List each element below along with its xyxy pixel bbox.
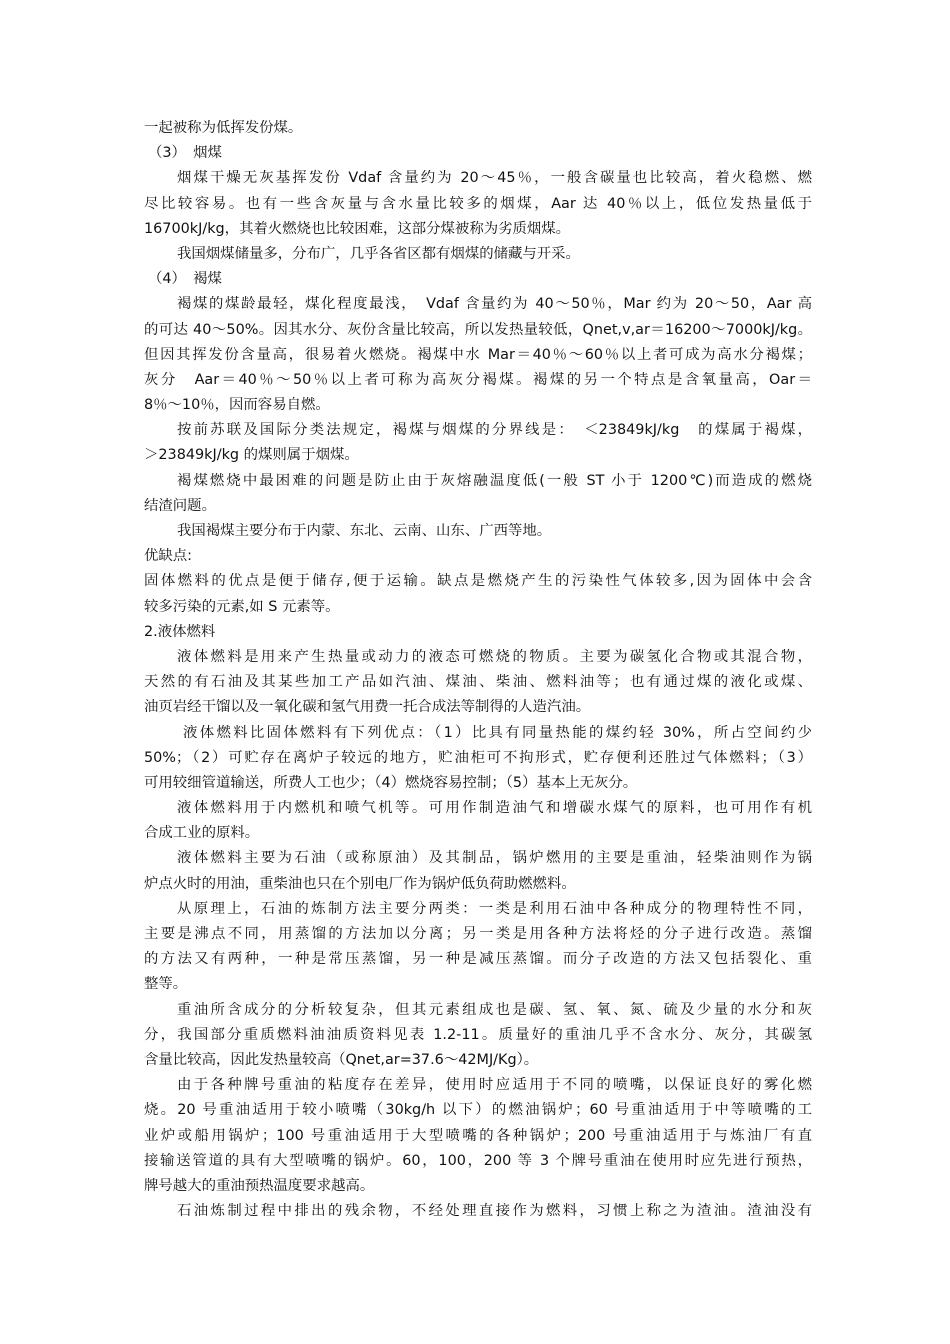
text-line: 较多污染的元素,如 S 元素等。 [144,598,340,615]
subheading-pros-cons: 优缺点: [144,548,193,565]
section-heading-bituminous: （3） 烟煤 [148,145,222,162]
section-heading-liquid-fuel: 2.液体燃料 [144,623,216,640]
text-line: 50%；（2）可贮存在离炉子较远的地方，贮油柜可不拘形式，贮存便利还胜过气体燃料；（3） [144,749,812,766]
text-line: 但因其挥发份含量高，很易着火燃烧。褐煤中水 Mar＝40％～60％以上者可成为高水分褐煤； [144,346,812,363]
text-line: ＞23849kJ/kg 的煤则属于烟煤。 [144,447,359,464]
text-line: 整等。 [144,976,188,993]
text-line: 油页岩经干馏以及一氧化碳和氢气用费一托合成法等制得的人造汽油。 [144,699,591,716]
text-line: 主要是沸点不同，用蒸馏的方法加以分离；另一类是用各种方法将烃的分子进行改造。蒸馏 [144,926,812,942]
text-line: 按前苏联及国际分类法规定，褐煤与烟煤的分界线是： ＜23849kJ/kg 的煤属于褐煤， [177,422,812,439]
text-line: 接输送管道的具有大型喷嘴的锅炉。60，100，200 等 3 个牌号重油在使用时应先进行预热， [144,1152,812,1169]
section-heading-lignite: （4） 褐煤 [148,271,222,288]
text-line: 天然的有石油及其某些加工产品如汽油、煤油、柴油、燃料油等；也有通过煤的液化或煤、 [144,674,812,691]
text-line: 液体燃料是用来产生热量或动力的液态可燃烧的物质。主要为碳氢化合物或其混合物， [177,648,812,665]
text-line: 炉点火时的用油，重柴油也只在个别电厂作为锅炉低负荷助燃燃料。 [144,875,576,892]
text-line: 的可达 40～50%。因其水分、灰份含量比较高，所以发热量较低，Qnet,v,ar＝16200～7000kJ/kg。 [144,321,812,338]
text-line: 业炉或船用锅炉；100 号重油适用于大型喷嘴的各种锅炉；200 号重油适用于与炼油厂有直 [144,1127,812,1144]
text-line: 我国烟煤储量多，分布广，几乎各省区都有烟煤的储藏与开采。 [177,245,580,262]
text-line: 我国褐煤主要分布于内蒙、东北、云南、山东、广西等地。 [177,523,552,539]
text-line: 由于各种牌号重油的粘度存在差异，使用时应适用于不同的喷嘴，以保证良好的雾化燃 [177,1077,812,1094]
text-line: 的方法又有两种，一种是常压蒸馏，另一种是减压蒸馏。而分子改造的方法又包括裂化、重 [144,951,812,968]
text-line: 分，我国部分重质燃料油油质资料见表 1.2-11。质量好的重油几乎不含水分、灰分，其碳氢 [144,1026,812,1043]
text-line: 烟煤干燥无灰基挥发份 Vdaf 含量约为 20～45％，一般含碳量也比较高，着火稳燃、燃 [177,170,812,187]
text-line: 16700kJ/kg，其着火燃烧也比较困难，这部分煤被称为劣质烟煤。 [144,220,571,237]
text-line: 褐煤燃烧中最困难的问题是防止由于灰熔融温度低(一般 ST 小于 1200℃)而造成的燃烧 [177,472,812,489]
text-line: 固体燃料的优点是便于储存,便于运输。缺点是燃烧产生的污染性气体较多,因为固体中会含 [144,573,812,590]
text-line: 含量比较高，因此发热量较高（Qnet,ar=37.6～42MJ/Kg）。 [144,1051,539,1068]
text-line: 合成工业的原料。 [144,825,260,842]
text-line: 石油炼制过程中排出的残余物，不经处理直接作为燃料，习惯上称之为渣油。渣油没有 [177,1203,812,1220]
text-line: 结渣问题。 [144,497,216,514]
text-line: 重油所含成分的分析较复杂，但其元素组成也是碳、氢、氧、氮、硫及少量的水分和灰 [177,1001,812,1018]
text-line: 一起被称为低挥发份煤。 [144,120,303,136]
text-line: 液体燃料比固体燃料有下列优点：（1）比具有同量热能的煤约轻 30%，所占空间约少 [183,724,812,741]
text-line: 液体燃料主要为石油（或称原油）及其制品，锅炉燃用的主要是重油，轻柴油则作为锅 [177,850,812,867]
text-line: 可用较细管道输送，所费人工也少；（4）燃烧容易控制；（5）基本上无灰分。 [144,774,638,791]
text-line: 液体燃料用于内燃机和喷气机等。可用作制造油气和增碳水煤气的原料，也可用作有机 [177,800,812,817]
text-line: 褐煤的煤龄最轻，煤化程度最浅， Vdaf 含量约为 40～50％，Mar 约为 20～50，Aar 高 [177,296,812,313]
text-line: 灰分 Aar＝40％～50％以上者可称为高灰分褐煤。褐煤的另一个特点是含氧量高，Oar＝ [144,371,812,388]
text-line: 8％～10％，因而容易自燃。 [144,397,330,414]
text-line: 牌号越大的重油预热温度要求越高。 [144,1177,375,1194]
text-line: 从原理上，石油的炼制方法主要分两类：一类是利用石油中各种成分的物理特性不同， [177,900,812,917]
document-page [144,116,812,1224]
text-line: 烧。20 号重油适用于较小喷嘴（30kg/h 以下）的燃油锅炉；60 号重油适用于中等喷嘴的工 [144,1102,812,1119]
text-line: 尽比较容易。也有一些含灰量与含水量比较多的烟煤，Aar 达 40％以上，低位发热量低于 [144,195,812,212]
